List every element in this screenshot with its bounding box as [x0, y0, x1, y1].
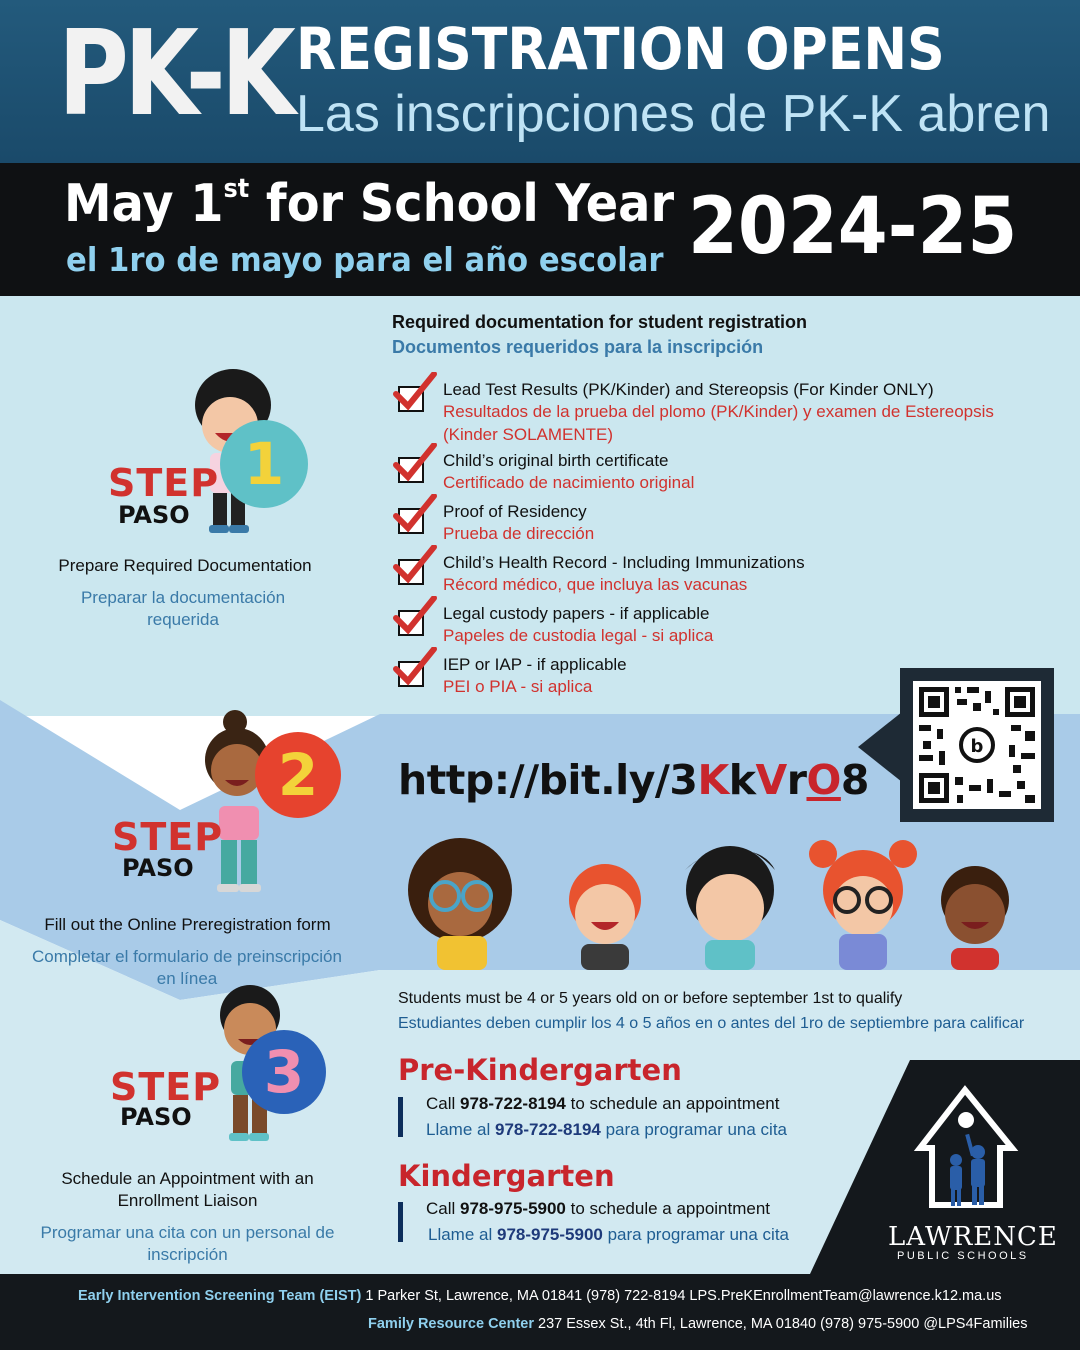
checkmark-icon	[392, 545, 438, 585]
call-text: Call	[426, 1199, 461, 1218]
prek-phone[interactable]: 978-722-8194	[460, 1094, 566, 1113]
step1-paso: PASO	[118, 501, 190, 529]
step3-label	[110, 1065, 222, 1109]
call-text: to schedule an appointment	[565, 1094, 780, 1113]
link-text: http://bit.ly/3	[398, 756, 698, 804]
footer	[0, 1274, 1080, 1350]
school-year: 2024-25	[688, 182, 1018, 272]
lawrence-logo-subtext: PUBLIC SCHOOLS	[897, 1250, 1029, 1262]
checkmark-icon	[392, 494, 438, 534]
call-text: Call	[426, 1094, 461, 1113]
checkmark-icon	[392, 647, 438, 687]
call-text-es: Llame al	[426, 1120, 495, 1139]
doc-item-label: Child’s original birth certificate	[443, 451, 669, 470]
kinder-heading: Kindergarten	[398, 1159, 615, 1193]
doc-item-label: Lead Test Results (PK/Kinder) and Stereopsis (For Kinder ONLY)	[443, 380, 934, 399]
call-text-es: Llame al	[428, 1225, 497, 1244]
footer-frc	[368, 1316, 1028, 1332]
step2-caption-es: Completar el formulario de preinscripción en línea	[32, 947, 342, 989]
call-text: to schedule a appointment	[565, 1199, 771, 1218]
doc-item-label-es: Resultados de la prueba del plomo (PK/Kinder) y examen de Estereopsis (Kinder SOLAMENTE)	[443, 402, 994, 444]
docs-heading-es: Documentos requeridos para la inscripción	[392, 337, 764, 357]
lawrence-logo-text: LAWRENCE	[888, 1222, 1058, 1252]
pointer-arrow-icon	[858, 712, 902, 782]
step3-number-badge: 3	[242, 1030, 326, 1114]
prek-call-es	[426, 1120, 787, 1140]
prek-heading: Pre-Kindergarten	[398, 1053, 682, 1087]
date-heading	[64, 174, 675, 234]
pk-k-title: PK-K	[58, 4, 291, 142]
step1-label	[108, 461, 220, 505]
link-text: k	[728, 756, 756, 804]
divider-bar	[398, 1202, 403, 1242]
kids-group-illustration	[395, 830, 1035, 970]
prek-phone-es[interactable]: 978-722-8194	[494, 1120, 601, 1139]
link-text: O	[806, 756, 841, 804]
svg-text:b: b	[970, 736, 984, 757]
step2-caption: Fill out the Online Preregistration form	[44, 915, 331, 934]
step1-number-badge: 1	[220, 420, 308, 508]
registration-opens-title-es: Las inscripciones de PK-K abren	[296, 85, 1051, 143]
doc-item-label-es: Certificado de nacimiento original	[443, 473, 695, 492]
call-text-es: para programar una cita	[600, 1120, 788, 1139]
preregistration-link[interactable]	[398, 756, 869, 804]
step2-step-text: STEP	[112, 815, 224, 859]
step1-step-text: STEP	[108, 461, 220, 505]
link-text: V	[755, 756, 787, 804]
footer-frc-text: 237 Essex St., 4th Fl, Lawrence, MA 01840 (978) 975-5900 @LPS4Families	[534, 1316, 1028, 1332]
doc-item-label: IEP or IAP - if applicable	[443, 655, 627, 674]
doc-item-label: Legal custody papers - if applicable	[443, 604, 710, 623]
link-text: K	[697, 756, 729, 804]
doc-item-label: Proof of Residency	[443, 502, 587, 521]
divider-bar	[398, 1097, 403, 1137]
qr-code-icon[interactable]	[913, 681, 1041, 809]
kinder-phone[interactable]: 978-975-5900	[460, 1199, 566, 1218]
kinder-phone-es[interactable]: 978-975-5900	[496, 1225, 603, 1244]
checkmark-icon	[392, 443, 438, 483]
step3-caption-es: Programar una cita con un personal de inscripción	[40, 1223, 335, 1265]
doc-item-label-es: Prueba de dirección	[443, 524, 595, 543]
link-text: 8	[840, 756, 869, 804]
date-suffix: st	[223, 174, 250, 204]
date-rest: for School Year	[249, 174, 675, 234]
doc-item-label: Child’s Health Record - Including Immunizations	[443, 553, 805, 572]
checkmark-icon	[392, 596, 438, 636]
step3-paso: PASO	[120, 1103, 192, 1131]
doc-item-label-es: PEI o PIA - si aplica	[443, 677, 593, 696]
step1-caption: Prepare Required Documentation	[58, 556, 312, 575]
step2-number-badge: 2	[255, 732, 341, 818]
doc-item-label-es: Papeles de custodia legal - si aplica	[443, 626, 714, 645]
checkmark-icon	[392, 372, 438, 412]
footer-frc-label: Family Resource Center	[368, 1316, 535, 1332]
step2-label	[112, 815, 224, 859]
step3-caption: Schedule an Appointment with an Enrollment Liaison	[61, 1169, 314, 1211]
footer-eist-text: 1 Parker St, Lawrence, MA 01841 (978) 722-8194 LPS.PreKEnrollmentTeam@lawrence.k12.ma.us	[361, 1288, 1002, 1304]
date-heading-es: el 1ro de mayo para el año escolar	[66, 240, 664, 279]
prek-call	[426, 1094, 780, 1114]
kinder-call-es	[428, 1225, 789, 1245]
link-text: r	[786, 756, 807, 804]
age-requirement-es: Estudiantes deben cumplir los 4 o 5 años en o antes del 1ro de septiembre para calificar	[398, 1015, 1025, 1032]
doc-item-label-es: Récord médico, que incluya las vacunas	[443, 575, 748, 594]
kinder-call	[426, 1199, 770, 1219]
footer-eist	[78, 1288, 1002, 1304]
call-text-es: para programar una cita	[602, 1225, 790, 1244]
step1-caption-es: Preparar la documentación requerida	[80, 588, 286, 630]
registration-opens-title: REGISTRATION OPENS	[296, 15, 945, 83]
age-requirement: Students must be 4 or 5 years old on or before september 1st to qualify	[398, 990, 903, 1007]
date-day: May 1	[64, 174, 224, 234]
step2-paso: PASO	[122, 854, 194, 882]
docs-heading: Required documentation for student registration	[392, 312, 808, 332]
footer-eist-label: Early Intervention Screening Team (EIST)	[78, 1288, 362, 1304]
step3-step-text: STEP	[110, 1065, 222, 1109]
